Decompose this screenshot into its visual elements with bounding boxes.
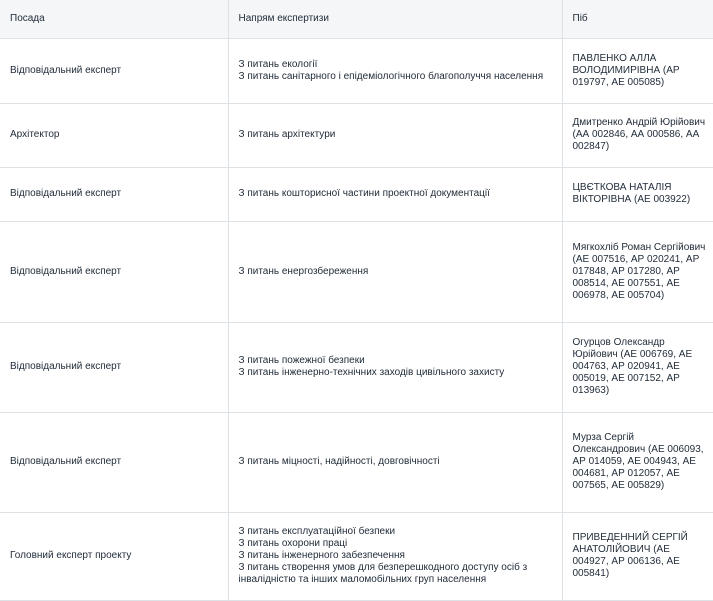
direction-line: З питань охорони праці [238, 538, 348, 549]
cell-position: Відповідальний експерт [0, 221, 228, 322]
direction-line: З питань експлуатаційної безпеки [238, 526, 396, 537]
cell-position: Відповідальний експерт [0, 38, 228, 103]
cell-position: Відповідальний експерт [0, 412, 228, 512]
cell-direction [228, 167, 562, 221]
cell-name: Дмитренко Андрій Юрійович (АА 002846, АА 000586, АА 002847) [562, 103, 713, 167]
cell-position: Головний експерт проекту [0, 512, 228, 600]
direction-line: З питань санітарного і епідеміологічного благополуччя населення [238, 70, 544, 82]
cell-direction [228, 412, 562, 512]
cell-name: Огурцов Олександр Юрійович (АЕ 006769, АЕ 004763, АР 020941, АЕ 005019, АЕ 007152, АР 013963) [562, 322, 713, 412]
table-row [0, 512, 713, 600]
table-row [0, 38, 713, 103]
direction-line: З питань інженерно-технічних заходів цивільного захисту [238, 367, 505, 378]
cell-direction [228, 103, 562, 167]
direction-line: З питань створення умов для безперешкодного доступу осіб з інвалідністю та інших маломобільних груп населення [238, 562, 528, 585]
direction-line: З питань енергозбереження [238, 265, 369, 277]
cell-direction [228, 512, 562, 600]
header-name: Піб [562, 0, 713, 38]
header-direction: Напрям експертизи [228, 0, 562, 38]
table-row [0, 412, 713, 512]
cell-position: Архітектор [0, 103, 228, 167]
cell-position: Відповідальний експерт [0, 322, 228, 412]
direction-line: З питань архітектури [238, 129, 336, 140]
cell-direction [228, 221, 562, 322]
direction-line: З питань інженерного забезпечення [238, 550, 405, 561]
table-row [0, 167, 713, 221]
table-row [0, 221, 713, 322]
cell-name: Мурза Сергій Олександрович (АЕ 006093, АР 014059, АЕ 004943, АЕ 004681, АР 012057, АЕ 007565, АЕ 005829) [562, 412, 713, 512]
cell-position: Відповідальний експерт [0, 167, 228, 221]
table-header-row [0, 0, 713, 38]
direction-line: З питань міцності, надійності, довговічності [238, 456, 440, 467]
cell-direction [228, 38, 562, 103]
header-position: Посада [0, 0, 228, 38]
cell-name: Мягкохліб Роман Сергійович (АЕ 007516, АР 020241, АР 017848, АР 017280, АР 008514, АЕ 007551, АЕ 006978, АЕ 005704) [562, 221, 713, 322]
cell-name: ЦВЄТКОВА НАТАЛІЯ ВІКТОРІВНА (АЕ 003922) [562, 167, 713, 221]
cell-name: ПРИВЕДЕННИЙ СЕРГІЙ АНАТОЛІЙОВИЧ (АЕ 004927, АР 006136, АЕ 005841) [562, 512, 713, 600]
direction-line: З питань екології [238, 58, 318, 70]
direction-line: З питань пожежної безпеки [238, 355, 365, 366]
cell-direction [228, 322, 562, 412]
table-row [0, 103, 713, 167]
cell-name: ПАВЛЕНКО АЛЛА ВОЛОДИМИРІВНА (АР 019797, АЕ 005085) [562, 38, 713, 103]
table-row [0, 322, 713, 412]
direction-line: З питань кошторисної частини проектної документації [238, 188, 490, 199]
